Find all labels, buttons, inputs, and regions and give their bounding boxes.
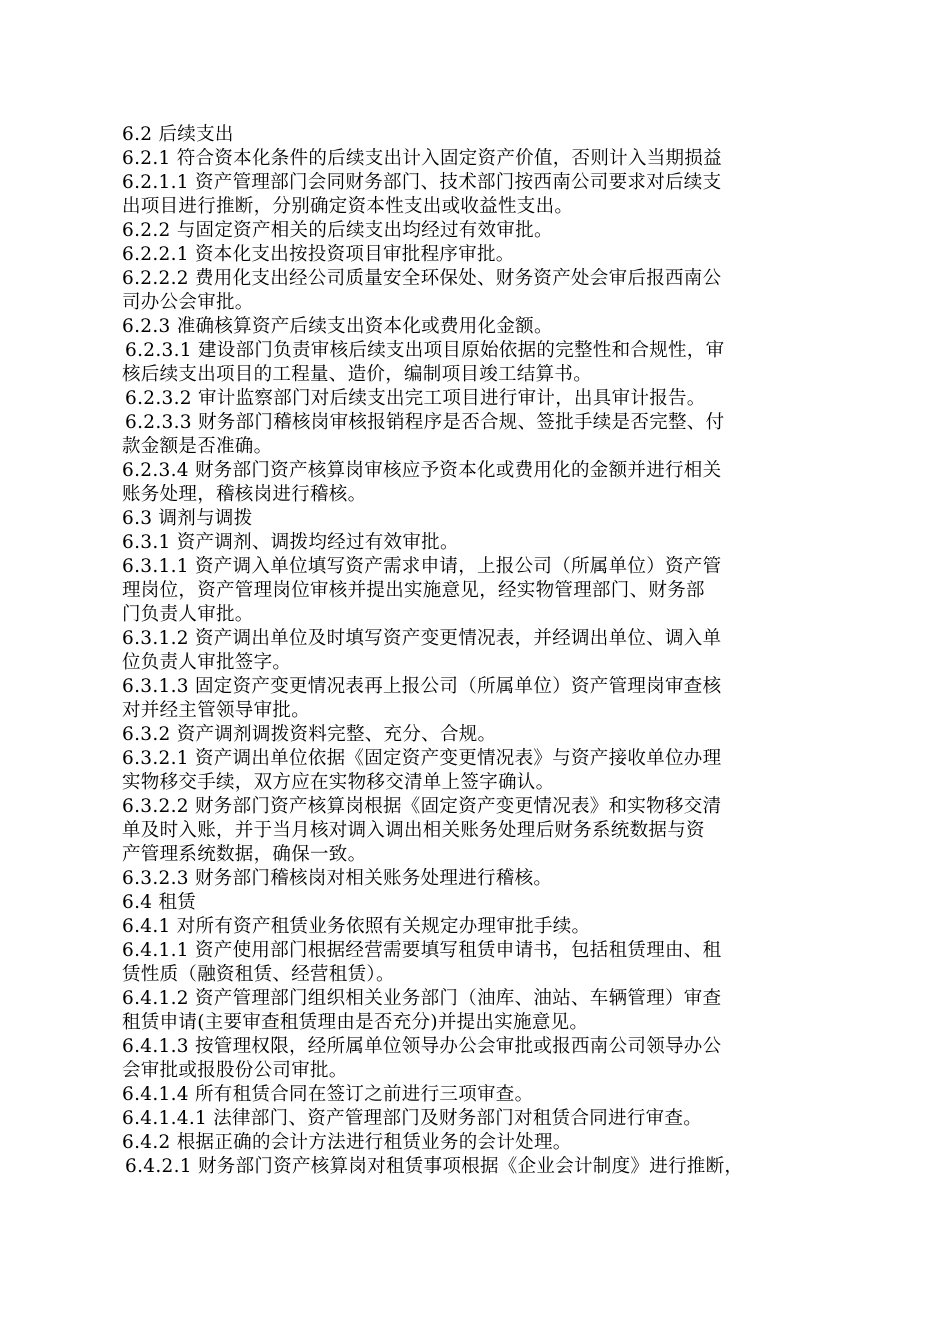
clause-6-2-2-1: 6.2.2.1 资本化支出按投资项目审批程序审批。 [122,244,515,265]
clause-6-4-1-4: 6.4.1.4 所有租赁合同在签订之前进行三项审查。 [122,1084,534,1105]
section-heading-6-4: 6.4 租赁 [122,892,197,913]
clause-6-2-1: 6.2.1 符合资本化条件的后续支出计入固定资产价值，否则计入当期损益 [122,148,722,169]
clause-6-3-2-2: 6.3.2.2 财务部门资产核算岗根据《固定资产变更情况表》和实物移交清 [122,796,722,817]
clause-6-2-3: 6.2.3 准确核算资产后续支出资本化或费用化金额。 [122,316,553,337]
clause-6-3-1-1: 6.3.1.1 资产调入单位填写资产需求申请，上报公司（所属单位）资产管 [122,556,722,577]
document-body [122,123,832,1179]
clause-6-2-3-1: 6.2.3.1 建设部门负责审核后续支出项目原始依据的完整性和合规性，审 [125,340,725,361]
clause-6-4-1-1: 6.4.1.1 资产使用部门根据经营需要填写租赁申请书，包括租赁理由、租 [122,940,722,961]
clause-6-4-1-2-cont: 租赁申请(主要审查租赁理由是否充分)并提出实施意见。 [122,1012,589,1033]
clause-6-2-2-2-cont: 司办公会审批。 [122,292,254,313]
clause-6-2-1-1: 6.2.1.1 资产管理部门会同财务部门、技术部门按西南公司要求对后续支 [122,172,722,193]
clause-6-2-3-3: 6.2.3.3 财务部门稽核岗审核报销程序是否合规、签批手续是否完整、付 [125,412,725,433]
clause-6-3-1-3-cont: 对并经主管领导审批。 [122,700,311,721]
clause-6-4-2: 6.4.2 根据正确的会计方法进行租赁业务的会计处理。 [122,1132,572,1153]
clause-6-3-2-2-cont-1: 单及时入账，并于当月核对调入调出相关账务处理后财务系统数据与资 [122,820,705,841]
section-heading-6-2: 6.2 后续支出 [122,124,234,145]
clause-6-4-1-1-cont: 赁性质（融资租赁、经营租赁）。 [122,964,395,985]
clause-6-4-1-3: 6.4.1.3 按管理权限，经所属单位领导办公会审批或报西南公司领导办公 [122,1036,722,1057]
clause-6-3-1-3: 6.3.1.3 固定资产变更情况表再上报公司（所属单位）资产管理岗审查核 [122,676,722,697]
clause-6-2-3-2: 6.2.3.2 审计监察部门对后续支出完工项目进行审计，出具审计报告。 [125,388,706,409]
clause-6-2-3-4-cont: 账务处理，稽核岗进行稽核。 [122,484,367,505]
clause-6-3-1-2-cont: 位负责人审批签字。 [122,652,292,673]
clause-6-3-1: 6.3.1 资产调剂、调拨均经过有效审批。 [122,532,459,553]
clause-6-3-2: 6.3.2 资产调剂调拨资料完整、充分、合规。 [122,724,497,745]
clause-6-3-2-2-cont-2: 产管理系统数据，确保一致。 [122,844,367,865]
clause-6-3-1-2: 6.3.1.2 资产调出单位及时填写资产变更情况表，并经调出单位、调入单 [122,628,722,649]
clause-6-4-2-1: 6.4.2.1 财务部门资产核算岗对租赁事项根据《企业会计制度》进行推断， [125,1156,744,1177]
clause-6-4-1-2: 6.4.1.2 资产管理部门组织相关业务部门（油库、油站、车辆管理）审查 [122,988,722,1009]
clause-6-3-1-1-cont-2: 门负责人审批。 [122,604,254,625]
clause-6-3-1-1-cont-1: 理岗位，资产管理岗位审核并提出实施意见，经实物管理部门、财务部 [122,580,705,601]
clause-6-2-3-4: 6.2.3.4 财务部门资产核算岗审核应予资本化或费用化的金额并进行相关 [122,460,722,481]
clause-6-4-1-3-cont: 会审批或报股份公司审批。 [122,1060,348,1081]
clause-6-2-2-2: 6.2.2.2 费用化支出经公司质量安全环保处、财务资产处会审后报西南公 [122,268,722,289]
clause-6-3-2-1-cont: 实物移交手续，双方应在实物移交清单上签字确认。 [122,772,555,793]
section-heading-6-3: 6.3 调剂与调拨 [122,508,253,529]
clause-6-2-1-1-cont: 出项目进行推断，分别确定资本性支出或收益性支出。 [122,196,574,217]
clause-6-2-3-3-cont: 款金额是否准确。 [122,436,273,457]
clause-6-4-1: 6.4.1 对所有资产租赁业务依照有关规定办理审批手续。 [122,916,591,937]
clause-6-4-1-4-1: 6.4.1.4.1 法律部门、资产管理部门及财务部门对租赁合同进行审查。 [122,1108,703,1129]
clause-6-2-2: 6.2.2 与固定资产相关的后续支出均经过有效审批。 [122,220,553,241]
clause-6-3-2-1: 6.3.2.1 资产调出单位依据《固定资产变更情况表》与资产接收单位办理 [122,748,722,769]
clause-6-2-3-1-cont: 核后续支出项目的工程量、造价，编制项目竣工结算书。 [122,364,593,385]
clause-6-3-2-3: 6.3.2.3 财务部门稽核岗对相关账务处理进行稽核。 [122,868,553,889]
